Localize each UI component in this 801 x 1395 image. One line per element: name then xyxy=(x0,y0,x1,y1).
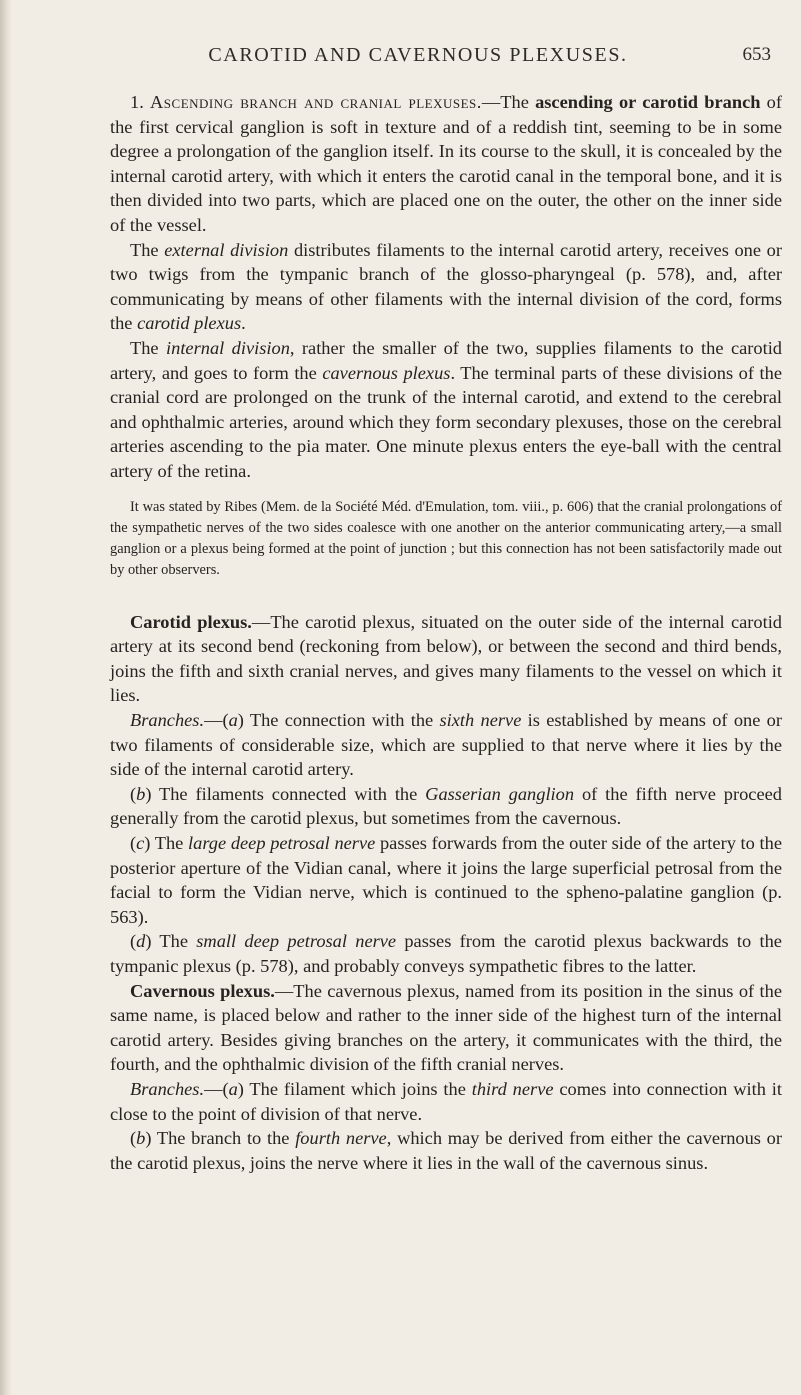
footnote-ribes: It was stated by Ribes (Mem. de la Société Méd. d'Emulation, tom. viii., p. 606) that the cranial prolongations of the sympathetic nerves of the two sides coalesce with one another on the anterior communicating artery,—a small ganglion or a plexus being formed at the point of junction ; but this connection has not been satisfactorily made out by other observers. xyxy=(110,498,782,579)
italic-term: internal division xyxy=(166,337,290,358)
italic-term: carotid plexus xyxy=(137,313,242,334)
subsection-heading: Carotid plexus. xyxy=(130,611,252,632)
italic-term: Gasserian ganglion xyxy=(425,783,575,804)
paragraph-cavernous-plexus: Cavernous plexus.—The cavernous plexus, named from its position in the sinus of the same name, is placed below and rather to the inner side of the highest turn of the internal carotid artery. Besides giving branches on the artery, it communicates with the third, the fourth, and the ophthalmic division of the fifth cranial nerves. xyxy=(110,980,782,1075)
paragraph-external-division: The external division distributes filaments to the internal carotid artery, receives one or two twigs from the tympanic branch of the glosso-pharyngeal (p. 578), and, after communicating by means of other filaments with the internal division of the cord, forms the carotid plexus. xyxy=(110,239,782,334)
paragraph-branches-a: Branches.—(a) The connection with the sixth nerve is established by means of one or two filaments of considerable size, which are supplied to that nerve where it lies by the side of the internal carotid artery. xyxy=(110,710,783,780)
running-title: CAROTID AND CAVERNOUS PLEXUSES. xyxy=(208,44,628,66)
section-number: 1. xyxy=(130,92,151,112)
paragraph-carotid-plexus: Carotid plexus.—The carotid plexus, situated on the outer side of the internal carotid artery at its second bend (reckoning from below), or between the second and third bends, joins the fifth and sixth cranial nerves, and gives many filaments to the vessel on which it lies. xyxy=(110,611,782,706)
page-number: 653 xyxy=(742,44,771,65)
running-header xyxy=(96,44,771,74)
paragraph-ascending-branch: 1. Ascending branch and cranial plexuses.—The ascending or carotid branch of the first cervical ganglion is soft in texture and of a reddish tint, seeming to be in some degree a prolongation of the ganglion itself. In its course to the skull, it is concealed by the internal carotid artery, with which it enters the carotid canal in the temporal bone, and it is then divided into two parts, which are placed one on the outer, the other on the inner side of the vessel. xyxy=(110,92,783,235)
italic-term: large deep petrosal nerve xyxy=(188,833,376,854)
paragraph-internal-division: The internal division, rather the smaller of the two, supplies filaments to the carotid artery, and goes to form the cavernous plexus. The terminal parts of these divisions of the cranial cord are prolonged on the trunk of the internal carotid, and extend to the cerebral and ophthalmic arteries, around which they form secondary plexuses, those on the cerebral arteries ascending to the pia mater. One minute plexus enters the eye-ball with the central artery of the retina. xyxy=(110,337,782,481)
paragraph-cavernous-branches-b: (b) The branch to the fourth nerve, which may be derived from either the cavernous or the carotid plexus, joins the nerve where it lies in the wall of the cavernous sinus. xyxy=(110,1128,782,1173)
paragraph-branches-c: (c) The large deep petrosal nerve passes forwards from the outer side of the artery to the posterior aperture of the Vidian canal, where it joins the large superficial petrosal from the facial to form the Vidian nerve, which is continued to the spheno-palatine ganglion (p. 563). xyxy=(110,833,782,927)
italic-term: sixth nerve xyxy=(439,710,522,731)
paragraph-cavernous-branches-a: Branches.—(a) The filament which joins the third nerve comes into connection with it close to the point of division of that nerve. xyxy=(110,1078,782,1124)
paragraph-branches-b: (b) The filaments connected with the Gasserian ganglion of the fifth nerve proceed generally from the carotid plexus, but sometimes from the cavernous. xyxy=(110,783,782,829)
italic-term: fourth nerve xyxy=(295,1128,387,1149)
page-spine-shadow xyxy=(0,0,12,1395)
paragraph-branches-d: (d) The small deep petrosal nerve passes from the carotid plexus backwards to the tympanic plexus (p. 578), and probably conveys sympathetic fibres to the latter. xyxy=(110,931,782,976)
page-body xyxy=(110,90,782,1175)
italic-term: cavernous plexus xyxy=(322,362,451,383)
italic-term: third nerve xyxy=(471,1078,554,1099)
bold-term: ascending or carotid branch xyxy=(535,92,761,112)
italic-term: external division xyxy=(164,239,289,260)
italic-label: Branches. xyxy=(130,710,205,731)
italic-term: small deep petrosal nerve xyxy=(196,931,397,952)
subsection-heading: Cavernous plexus. xyxy=(130,980,275,1001)
italic-label: Branches. xyxy=(130,1078,205,1099)
section-heading: Ascending branch and cranial plexuses. xyxy=(150,92,482,112)
